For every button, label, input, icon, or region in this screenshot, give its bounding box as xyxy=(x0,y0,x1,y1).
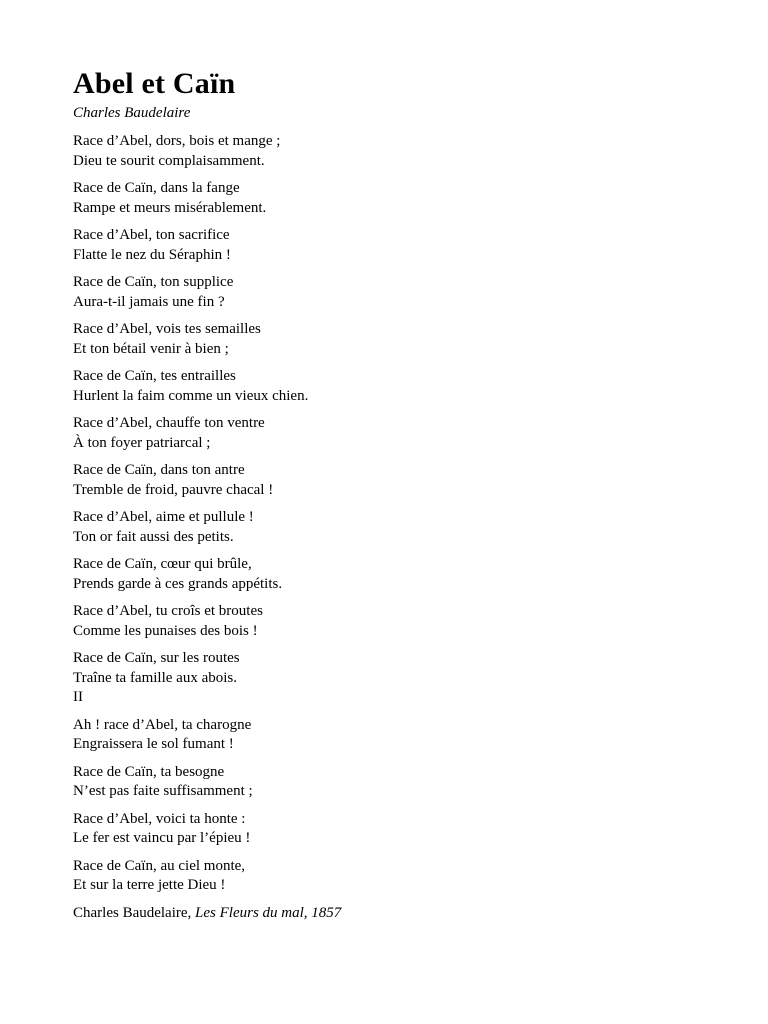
stanza xyxy=(73,810,713,849)
verse-line: À ton foyer patriarcal ; xyxy=(73,434,211,451)
verse-line: Race de Caïn, tes entrailles xyxy=(73,368,236,384)
verse-line: Race d’Abel, vois tes semailles xyxy=(73,321,261,337)
verse-line: Comme les punaises des bois ! xyxy=(73,622,258,639)
verse-line: Race de Caïn, ton supplice xyxy=(73,274,234,290)
verse-line: N’est pas faite suffisamment ; xyxy=(73,783,253,799)
stanza xyxy=(73,132,713,171)
stanza xyxy=(73,602,713,641)
verse-line: Aura-t-il jamais une fin ? xyxy=(73,293,225,310)
verse-line: Et ton bétail venir à bien ; xyxy=(73,340,229,357)
verse-line: Race de Caïn, dans ton antre xyxy=(73,462,245,478)
verse-line: Race de Caïn, au ciel monte, xyxy=(73,857,246,874)
verse-line: Dieu te sourit complaisamment. xyxy=(73,152,265,169)
verse-line: Prends garde à ces grands appétits. xyxy=(73,575,283,592)
stanza xyxy=(73,179,713,218)
verse-line: Race d’Abel, dors, bois et mange ; xyxy=(73,133,281,149)
verse-line: Et sur la terre jette Dieu ! xyxy=(73,877,226,893)
verse-line: Traîne ta famille aux abois. xyxy=(73,669,237,686)
verse-line: Race d’Abel, ton sacrifice xyxy=(73,227,230,243)
stanza xyxy=(73,555,713,594)
stanza xyxy=(73,461,713,500)
source-author: Charles Baudelaire, xyxy=(73,904,196,921)
source-work: Les Fleurs du mal, 1857 xyxy=(195,904,342,921)
verse-line: Race d’Abel, voici ta honte : xyxy=(73,810,246,827)
poem-author: Charles Baudelaire xyxy=(73,105,191,121)
stanza xyxy=(73,649,713,708)
poem-body xyxy=(73,132,713,896)
document-page xyxy=(73,66,713,923)
verse-line: Race de Caïn, dans la fange xyxy=(73,180,240,196)
stanza xyxy=(73,857,713,896)
verse-line: Race d’Abel, tu croîs et broutes xyxy=(73,603,263,619)
verse-line: II xyxy=(73,689,83,705)
stanza xyxy=(73,273,713,312)
verse-line: Race de Caïn, sur les routes xyxy=(73,650,240,666)
stanza xyxy=(73,763,713,802)
verse-line: Race d’Abel, aime et pullule ! xyxy=(73,509,254,525)
poem-title: Abel et Caïn xyxy=(73,67,236,100)
verse-line: Engraissera le sol fumant ! xyxy=(73,736,234,752)
stanza xyxy=(73,320,713,359)
verse-line: Race d’Abel, chauffe ton ventre xyxy=(73,415,265,431)
verse-line: Flatte le nez du Séraphin ! xyxy=(73,246,231,263)
stanza xyxy=(73,367,713,406)
verse-line: Le fer est vaincu par l’épieu ! xyxy=(73,830,251,846)
verse-line: Rampe et meurs misérablement. xyxy=(73,199,267,216)
stanza xyxy=(73,716,713,755)
source-citation xyxy=(73,904,713,924)
stanza xyxy=(73,508,713,547)
verse-line: Race de Caïn, ta besogne xyxy=(73,763,225,780)
verse-line: Race de Caïn, cœur qui brûle, xyxy=(73,556,252,572)
verse-line: Ton or fait aussi des petits. xyxy=(73,528,234,545)
stanza xyxy=(73,414,713,453)
verse-line: Ah ! race d’Abel, ta charogne xyxy=(73,716,252,733)
stanza xyxy=(73,226,713,265)
verse-line: Hurlent la faim comme un vieux chien. xyxy=(73,387,309,404)
verse-line: Tremble de froid, pauvre chacal ! xyxy=(73,481,274,498)
